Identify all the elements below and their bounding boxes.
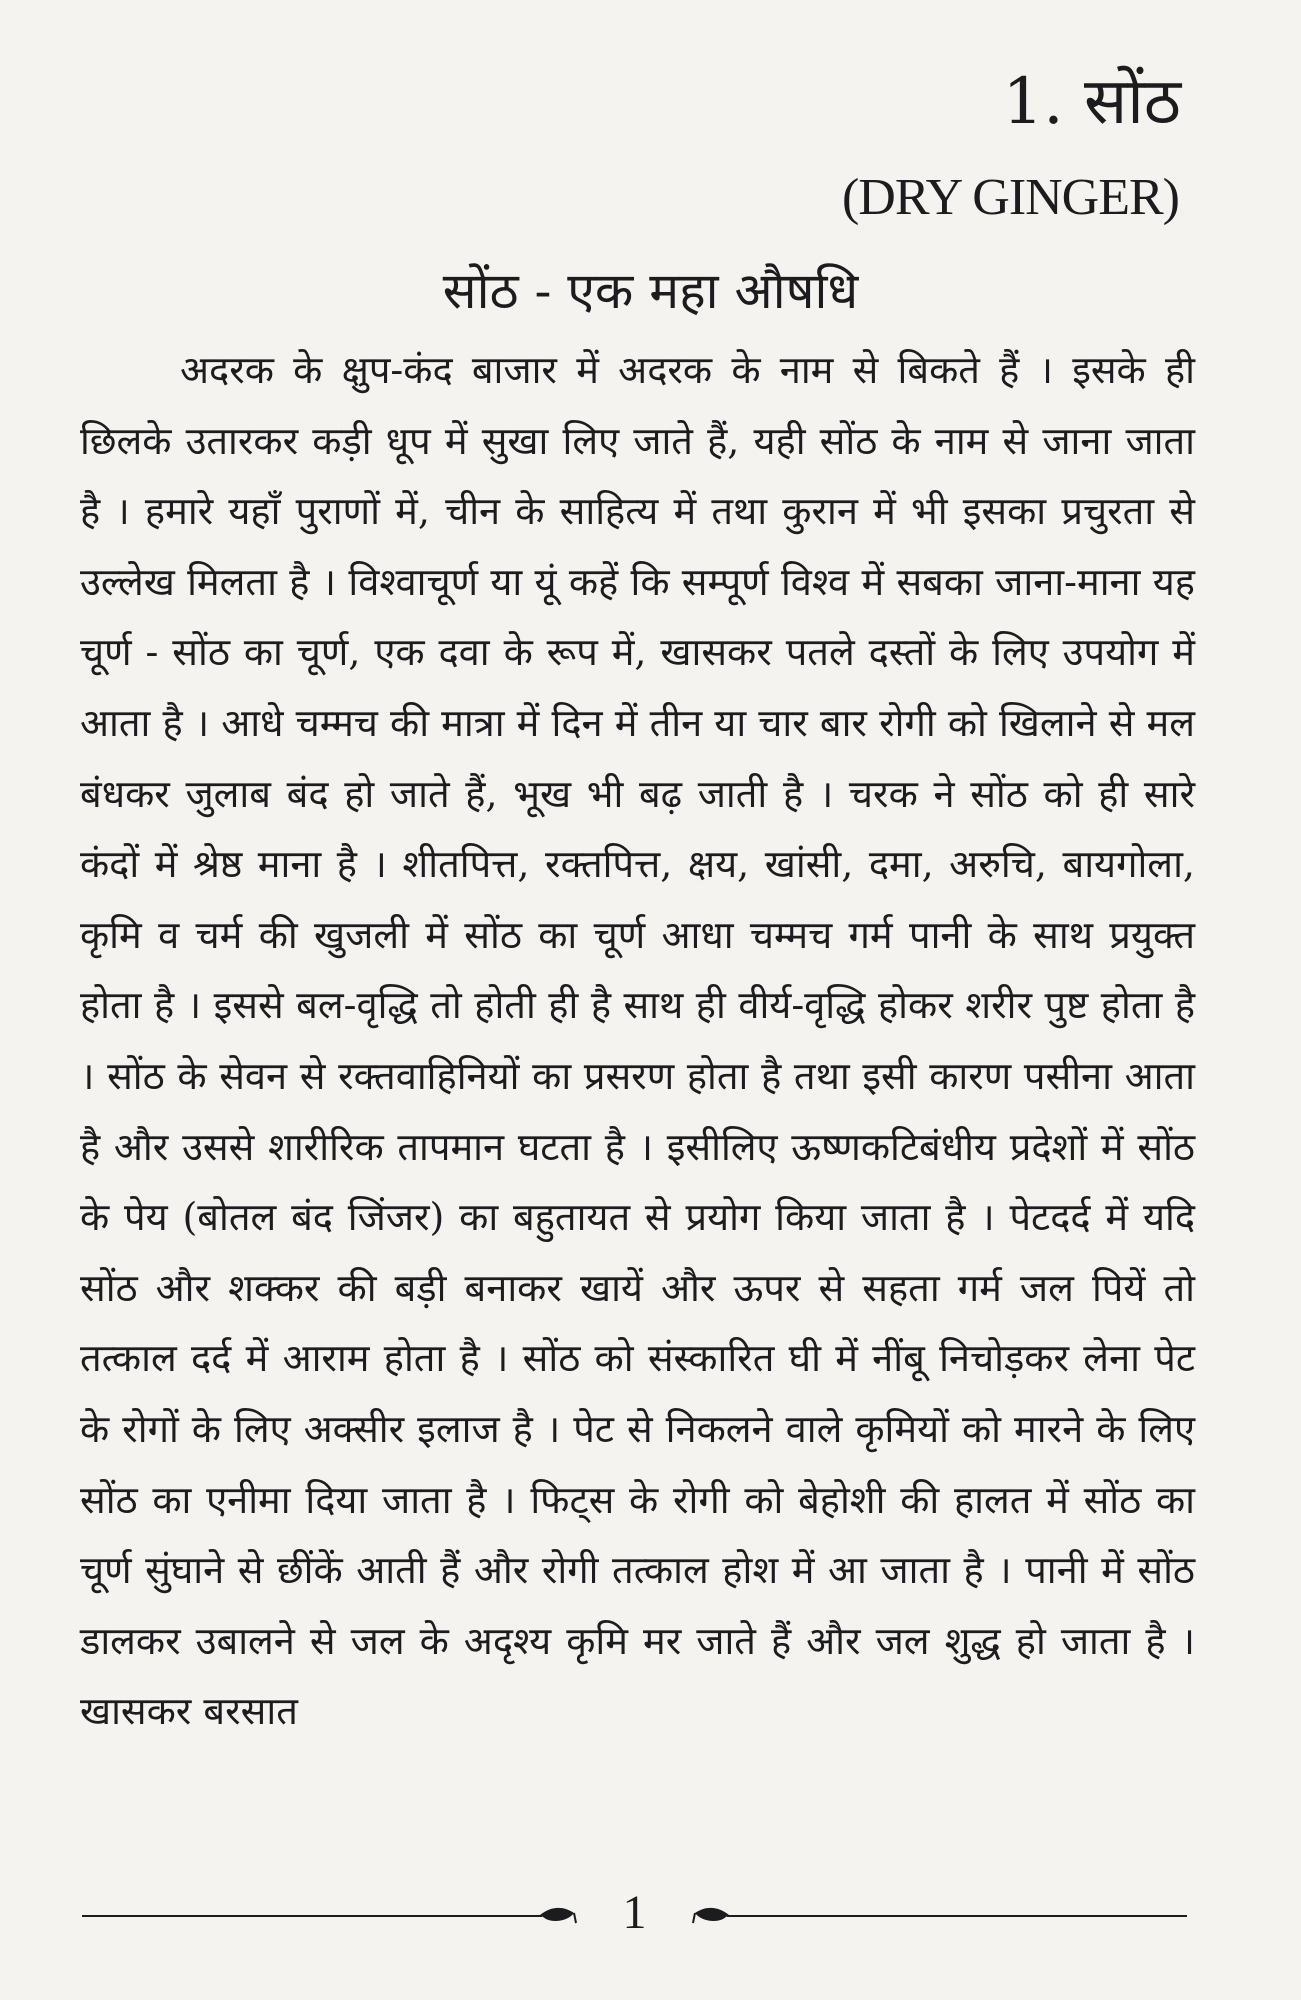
body-paragraph: अदरक के क्षुप-कंद बाजार में अदरक के नाम से बिकते हैं । इसके ही छिलके उतारकर कड़ी धूप में सुखा लिए जाते हैं, यही सोंठ के नाम से जाना जाता है । हमारे यहाँ पुराणों में, चीन के साहित्य में तथा कुरान में भी इसका प्रचुरता से उल्लेख मिलता है । विश्वाचूर्ण या यूं कहें कि सम्पूर्ण विश्व में सबका जाना-माना यह चूर्ण - सोंठ का चूर्ण, एक दवा के रूप में, खासकर पतले दस्तों के लिए उपयोग में आता है । आधे चम्मच की मात्रा में दिन में तीन या चार बार रोगी को खिलाने से मल बंधकर जुलाब बंद हो जाते हैं, भूख भी बढ़ जाती है । चरक ने सोंठ को ही सारे कंदों में श्रेष्ठ माना है । शीतपित्त, रक्तपित्त, क्षय, खांसी, दमा, अरुचि, बायगोला, कृमि व चर्म की खुजली में सोंठ का चूर्ण आधा चम्मच गर्म पानी के साथ प्रयुक्त होता है । इससे बल-वृद्धि तो होती ही है साथ ही वीर्य-वृद्धि होकर शरीर पुष्ट होता है । सोंठ के सेवन से रक्तवाहिनियों का प्रसरण होता है तथा इसी कारण पसीना आता है और उससे शारीरिक तापमान घटता है । इसीलिए ऊष्णकटिबंधीय प्रदेशों में सोंठ के पेय (बोतल बंद जिंजर) का बहुतायत से प्रयोग किया जाता है । पेटदर्द में यदि सोंठ और शक्कर की बड़ी बनाकर खायें और ऊपर से सहता गर्म जल पियें तो तत्काल दर्द में आराम होता है । सोंठ को संस्कारित घी में नींबू निचोड़कर लेना पेट के रोगों के लिए अक्सीर इलाज है । पेट से निकलने वाले कृमियों को मारने के लिए सोंठ का एनीमा दिया जाता है । फिट्स के रोगी को बेहोशी की हालत में सोंठ का चूर्ण सुंघाने से छींकें आती हैं और रोगी तत्काल होश में आ जाता है । पानी में सोंठ डालकर उबालने से जल के अदृश्य कृमि मर जाते हैं और जल शुद्ध हो जाता है । खासकर बरसात	[80, 348, 1195, 1734]
footer-rule-right	[727, 1915, 1187, 1917]
section-title: सोंठ - एक महा औषधि	[442, 262, 859, 320]
page-number: 1	[622, 1886, 647, 1939]
chapter-heading: 1. सोंठ	[1002, 65, 1181, 139]
chapter-subtitle: (DRY GINGER)	[841, 169, 1179, 226]
leaf-ornament-right-icon	[691, 1899, 731, 1929]
page-footer	[82, 1885, 1187, 1945]
